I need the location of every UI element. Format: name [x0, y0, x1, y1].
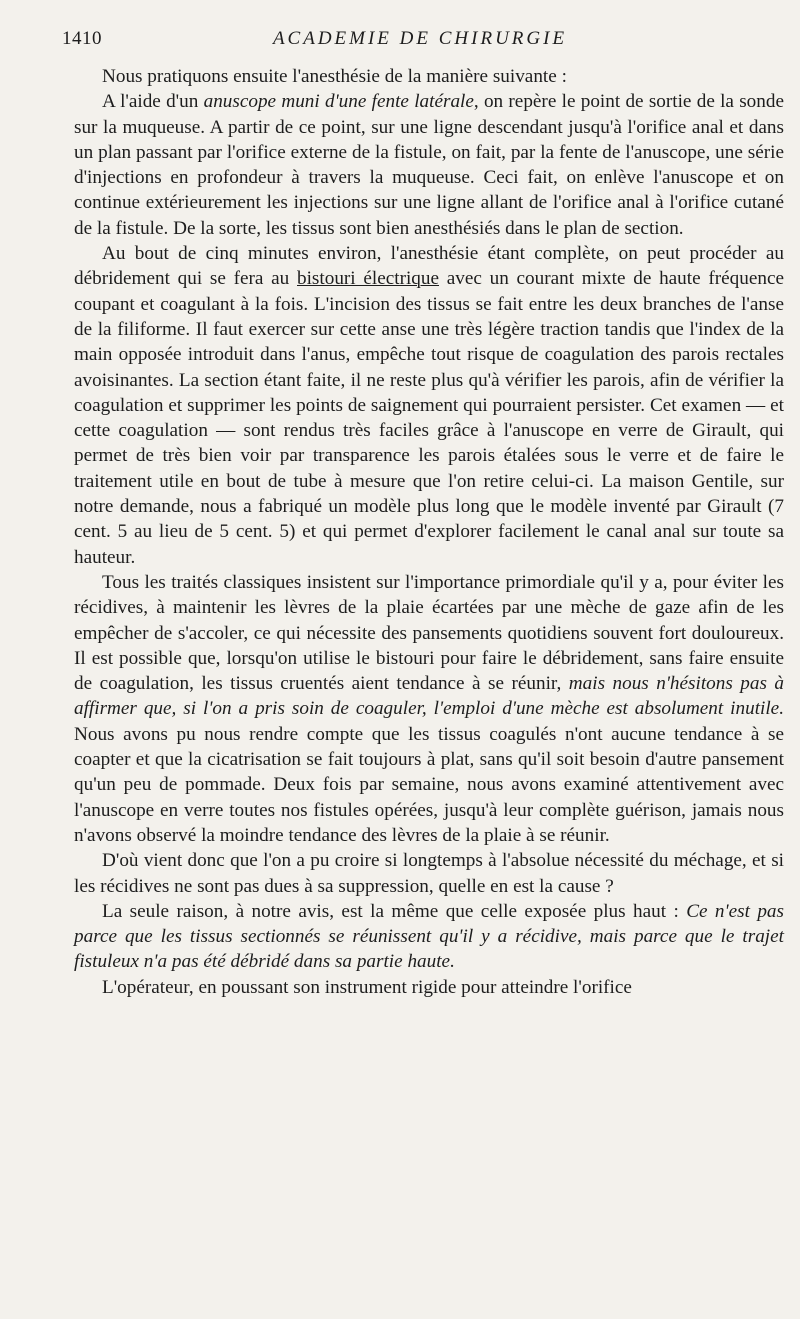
text-run: Tous les traités classiques insistent sur l'importance primordiale qu'il y a, pour éviter les récidives, à maintenir les lèvres de la plaie écartées par une mèche de gaze afin de les empêcher de s'accoler, ce qui nécessite des pansements quotidiens souvent fort douloureux. Il est possible que, lorsqu'on utilise le bistouri pour faire le débridement, sans faire ensuite de coagulation, les tissus cruentés aient tendance à se réunir, [74, 571, 784, 695]
text-run: Nous pratiquons ensuite l'anesthésie de la manière suivante : [102, 66, 567, 87]
text-run: , on repère le point de sortie de la sonde sur la muqueuse. A partir de ce point, sur une ligne descendant jusqu'à l'orifice anal et dans un plan passant par l'orifice externe de la fistule, on fait, par la fente de l'anuscope, une série d'injections en profondeur à travers la muqueuse. Ceci fait, on enlève l'anuscope et on continue extérieurement les injections sur une ligne allant de l'orifice anal à l'orifice cutané de la fistule. De la sorte, les tissus sont bien anesthésiés dans le plan de section. [74, 91, 784, 239]
emphasis-text: anuscope muni d'une fente latérale [203, 91, 474, 113]
text-run: D'où vient donc que l'on a pu croire si longtemps à l'absolue nécessité du méchage, et si les récidives ne sont pas dues à sa suppression, quelle en est la cause ? [74, 850, 784, 897]
body-text [74, 64, 784, 1000]
paragraph [74, 570, 784, 848]
page-number: 1410 [62, 28, 102, 49]
running-title: ACADEMIE DE CHIRURGIE [272, 28, 568, 49]
paragraph [74, 241, 784, 570]
text-run: L'opérateur, en poussant son instrument rigide pour atteindre l'orifice [102, 976, 632, 998]
text-run: Nous avons pu nous rendre compte que les tissus coagulés n'ont aucune tendance à se coapter et que la cicatrisation se fait toujours à plat, sans qu'il soit besoin d'autre pansement qu'un peu de pommade. Deux fois par semaine, nous avons examiné attentivement avec l'anuscope en verre toutes nos fistules opérées, jusqu'à leur complète guérison, jamais nous n'avons observé la moindre tendance des lèvres de la plaie à se réunir. [74, 723, 784, 846]
text-run: A l'aide d'un [102, 91, 204, 113]
text-run: Au bout de cinq minutes environ, l'anesthésie étant complète, on peut procéder au débridement qui se fera au [74, 243, 784, 290]
paragraph [74, 975, 784, 1000]
text-run: avec un courant mixte de haute fréquence coupant et coagulant à la fois. L'incision des tissus se fait entre les deux branches de l'anse de la filiforme. Il faut exercer sur cette anse une très légère traction tandis que l'index de la main opposée introduit dans l'anus, empêche tout risque de coagulation des parois rectales avoisinantes. La section étant faite, il ne reste plus qu'à vérifier les parois, afin de vérifier la coagulation et supprimer les points de saignement qui pourraient persister. Cet examen — et cette coagulation — sont rendus très faciles grâce à l'anuscope en verre de Girault, qui permet de très bien voir par transparence les parois étalées sous le verre et de faire le traitement utile en bout de tube à mesure que l'on retire celui-ci. La maison Gentile, sur notre demande, nous a fabriqué un modèle plus long que le modèle inventé par Girault (7 cent. 5 au lieu de 5 cent. 5) et qui permet d'explorer facilement le canal anal sur toute sa hauteur. [74, 268, 784, 568]
paragraph [74, 899, 784, 975]
paragraph [74, 848, 784, 899]
page-header [62, 28, 778, 58]
emphasis-text: Ce n'est pas parce que les tissus sectionnés se réunissent qu'il y a récidive, mais parce que le trajet fistuleux n'a pas été débridé dans sa partie haute. [74, 900, 784, 973]
text-run: La seule raison, à notre avis, est la même que celle exposée plus haut : [102, 900, 687, 922]
emphasis-text: mais nous n'hésitons pas à affirmer que, si l'on a pris soin de coaguler, l'emploi d'une mèche est absolument inutile. [74, 673, 784, 720]
paragraph [74, 64, 784, 89]
paragraph [74, 89, 784, 241]
underlined-text: bistouri électrique [297, 268, 439, 290]
